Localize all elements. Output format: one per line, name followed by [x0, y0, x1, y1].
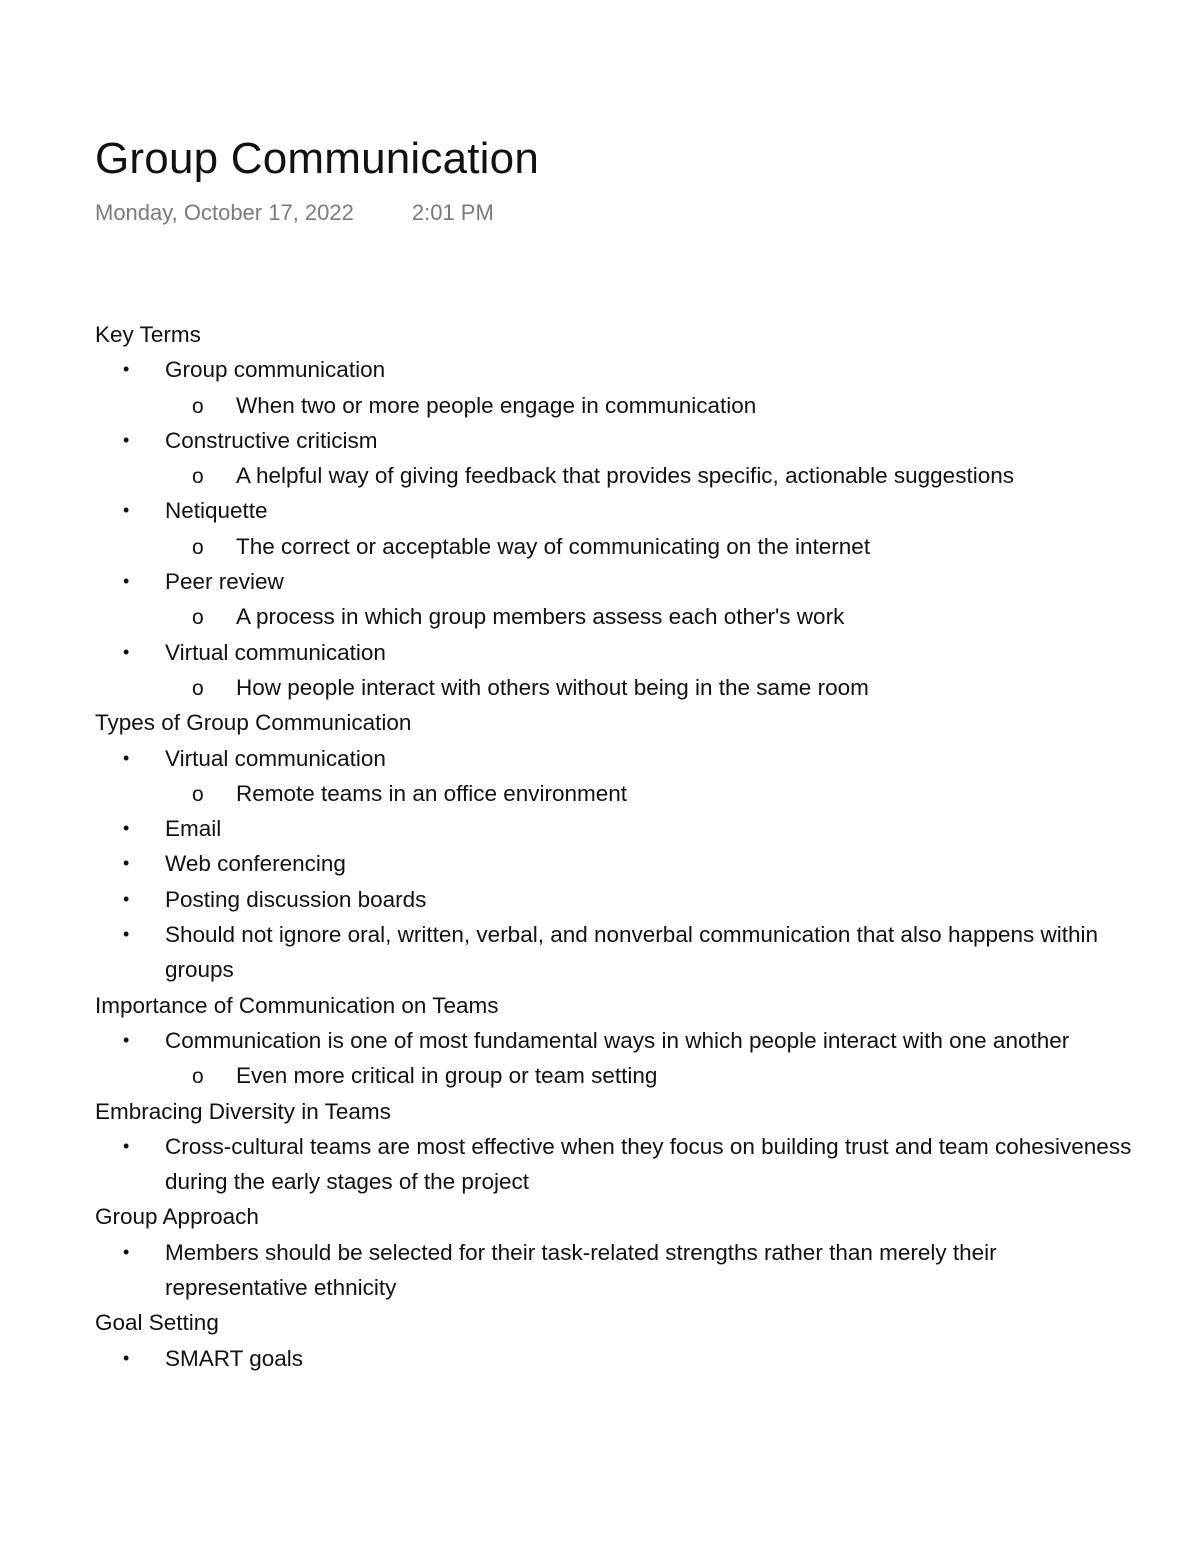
sub-bullet-item: [165, 599, 1135, 634]
bullet-item: [95, 1023, 1135, 1094]
bullet-text: Cross-cultural teams are most effective when they focus on building trust and team cohesiveness during the early stages of the project: [165, 1133, 1132, 1195]
sub-bullet-list: [165, 388, 1135, 423]
bullet-circle-icon: o: [192, 465, 204, 489]
sub-bullet-list: [165, 1058, 1135, 1093]
bullet-circle-icon: o: [192, 606, 204, 630]
bullet-item: [95, 846, 1135, 881]
section-heading: Key Terms: [95, 322, 201, 347]
bullet-circle-icon: o: [192, 535, 204, 559]
note-body[interactable]: [95, 317, 1135, 1376]
sub-bullet-item: [165, 529, 1135, 564]
bullet-text: Members should be selected for their task-related strengths rather than merely their representative ethnicity: [165, 1239, 997, 1301]
sub-bullet-list: [165, 458, 1135, 493]
bullet-text: Netiquette: [165, 498, 268, 524]
sub-bullet-item: [165, 776, 1135, 811]
bullet-dot-icon: •: [123, 924, 130, 945]
bullet-item: [95, 493, 1135, 564]
outline-section: [95, 1305, 1135, 1376]
bullet-text: Peer review: [165, 569, 284, 595]
bullet-text: Communication is one of most fundamental ways in which people interact with one another: [165, 1027, 1070, 1053]
bullet-dot-icon: •: [123, 359, 130, 380]
bullet-item: [95, 564, 1135, 635]
bullet-item: [95, 1129, 1135, 1200]
outline-section: [95, 1094, 1135, 1200]
bullet-list: [95, 1235, 1135, 1306]
sub-bullet-text: How people interact with others without being in the same room: [236, 674, 869, 700]
sub-bullet-item: [165, 388, 1135, 423]
sub-bullet-item: [165, 1058, 1135, 1093]
bullet-dot-icon: •: [123, 1347, 130, 1368]
bullet-text: Virtual communication: [165, 745, 386, 771]
sub-bullet-text: When two or more people engage in communication: [236, 392, 757, 418]
page-title: Group Communication: [95, 134, 539, 183]
note-time: 2:01 PM: [411, 200, 494, 225]
bullet-list: [95, 352, 1135, 705]
note-date: Monday, October 17, 2022: [95, 200, 354, 225]
bullet-item: [95, 1235, 1135, 1306]
bullet-item: [95, 1341, 1135, 1376]
bullet-text: Virtual communication: [165, 639, 386, 665]
sub-bullet-text: Even more critical in group or team setting: [236, 1063, 658, 1089]
bullet-item: [95, 423, 1135, 494]
sub-bullet-text: The correct or acceptable way of communicating on the internet: [236, 533, 871, 559]
outline-section: [95, 988, 1135, 1094]
bullet-list: [95, 1129, 1135, 1200]
bullet-dot-icon: •: [123, 888, 130, 909]
bullet-item: [95, 741, 1135, 812]
bullet-dot-icon: •: [123, 571, 130, 592]
bullet-dot-icon: •: [123, 500, 130, 521]
sub-bullet-text: A helpful way of giving feedback that provides specific, actionable suggestions: [236, 463, 1014, 489]
bullet-text: Should not ignore oral, written, verbal, and nonverbal communication that also happens within groups: [165, 922, 1099, 983]
outline-section: [95, 705, 1135, 987]
sub-bullet-text: Remote teams in an office environment: [236, 780, 628, 806]
sub-bullet-item: [165, 458, 1135, 493]
bullet-text: Email: [165, 816, 222, 842]
sub-bullet-item: [165, 670, 1135, 705]
bullet-dot-icon: •: [123, 641, 130, 662]
section-heading: Goal Setting: [95, 1310, 219, 1336]
sub-bullet-list: [165, 529, 1135, 564]
bullet-item: [95, 917, 1135, 988]
bullet-text: Posting discussion boards: [165, 886, 427, 912]
bullet-dot-icon: •: [123, 1241, 130, 1262]
bullet-item: [95, 882, 1135, 917]
note-page: [95, 132, 1135, 1376]
sub-bullet-list: [165, 599, 1135, 634]
section-heading: Importance of Communication on Teams: [95, 992, 499, 1018]
sub-bullet-list: [165, 670, 1135, 705]
bullet-item: [95, 811, 1135, 846]
bullet-dot-icon: •: [123, 1135, 130, 1156]
bullet-circle-icon: o: [192, 1065, 204, 1089]
bullet-dot-icon: •: [123, 818, 130, 839]
section-heading: Group Approach: [95, 1204, 259, 1230]
bullet-item: [95, 352, 1135, 423]
bullet-list: [95, 741, 1135, 988]
section-heading: Embracing Diversity in Teams: [95, 1098, 391, 1124]
bullet-text: Constructive criticism: [165, 427, 378, 453]
bullet-dot-icon: •: [123, 1029, 130, 1050]
bullet-dot-icon: •: [123, 429, 130, 450]
bullet-circle-icon: o: [192, 676, 204, 700]
bullet-circle-icon: o: [192, 782, 204, 806]
bullet-circle-icon: o: [192, 394, 204, 418]
bullet-dot-icon: •: [123, 853, 130, 874]
outline-section: [95, 1199, 1135, 1305]
sub-bullet-list: [165, 776, 1135, 811]
bullet-text: Group communication: [165, 357, 386, 383]
bullet-dot-icon: •: [123, 747, 130, 768]
bullet-list: [95, 1023, 1135, 1094]
note-timestamp: [95, 198, 1135, 228]
bullet-text: SMART goals: [165, 1345, 303, 1371]
section-heading: Types of Group Communication: [95, 710, 412, 736]
sub-bullet-text: A process in which group members assess each other's work: [236, 604, 845, 630]
bullet-list: [95, 1341, 1135, 1376]
outline-section: [95, 317, 1135, 705]
bullet-text: Web conferencing: [165, 851, 346, 877]
bullet-item: [95, 635, 1135, 706]
